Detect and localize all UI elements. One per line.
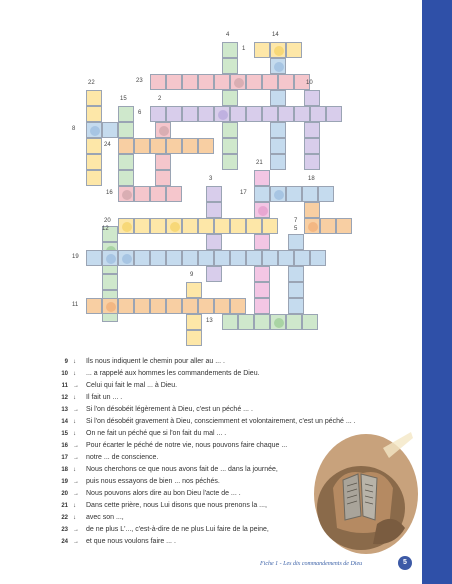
letter-marker-dot — [170, 222, 180, 232]
word-13-cell[interactable] — [286, 314, 302, 330]
word-5-cell[interactable] — [288, 234, 304, 250]
clue-number-label: 1 — [242, 46, 246, 52]
word-19-cell[interactable] — [182, 250, 198, 266]
word-17-cell[interactable] — [286, 186, 302, 202]
word-23-cell[interactable] — [278, 74, 294, 90]
clue-number: 24 — [61, 539, 68, 545]
word-11-cell[interactable] — [150, 298, 166, 314]
word-19-cell[interactable] — [118, 250, 134, 266]
word-5-cell[interactable] — [288, 282, 304, 298]
clue-text: Celui qui fait le mal ... à Dieu. — [86, 382, 178, 389]
word-24-cell[interactable] — [118, 138, 134, 154]
clue-text: Ils nous indiquent le chemin pour aller au ... . — [86, 358, 225, 365]
word-12-cell[interactable] — [102, 274, 118, 290]
letter-marker-dot — [274, 190, 284, 200]
word-15-cell[interactable] — [118, 106, 134, 122]
clue-direction-icon: ↓ — [73, 419, 76, 425]
word-17-cell[interactable] — [318, 186, 334, 202]
letter-marker-dot — [274, 318, 284, 328]
letter-marker-dot — [218, 110, 228, 120]
word-1-cell[interactable] — [270, 42, 286, 58]
clue-row — [52, 404, 352, 416]
clue-row — [52, 368, 352, 380]
clue-number-label: 13 — [206, 318, 213, 324]
word-14-cell[interactable] — [270, 138, 286, 154]
clue-number: 16 — [61, 443, 68, 449]
clue-number-label: 6 — [138, 110, 142, 116]
clue-number-label: 8 — [72, 126, 76, 132]
word-11-cell[interactable] — [102, 298, 118, 314]
word-11-cell[interactable] — [198, 298, 214, 314]
word-6-cell[interactable] — [294, 106, 310, 122]
word-21-cell[interactable] — [254, 266, 270, 282]
clue-direction-icon: ↓ — [73, 467, 76, 473]
word-17-cell[interactable] — [254, 186, 270, 202]
clue-number-label: 16 — [106, 190, 113, 196]
clue-direction-icon: → — [73, 383, 79, 389]
footer-title: Fiche 1 - Les dix commandements de Dieu — [260, 561, 363, 567]
clue-number: 15 — [61, 431, 68, 437]
word-19-cell[interactable] — [214, 250, 230, 266]
word-6-cell[interactable] — [150, 106, 166, 122]
clue-number: 9 — [64, 359, 68, 365]
letter-marker-dot — [274, 62, 284, 72]
clue-row — [52, 380, 352, 392]
letter-marker-dot — [234, 78, 244, 88]
word-20-cell[interactable] — [246, 218, 262, 234]
clue-row — [52, 392, 352, 404]
clue-number-label: 4 — [226, 32, 230, 38]
word-22-cell[interactable] — [86, 90, 102, 106]
letter-marker-dot — [106, 302, 116, 312]
clue-text: notre ... de conscience. — [86, 454, 159, 461]
clue-text: Si l'on désobéit légèrement à Dieu, c'est un péché ... . — [86, 406, 253, 413]
clue-row — [52, 512, 352, 524]
word-5-cell[interactable] — [288, 298, 304, 314]
clue-number-label: 5 — [294, 226, 298, 232]
word-7-cell[interactable] — [320, 218, 336, 234]
word-4-cell[interactable] — [222, 90, 238, 106]
word-24-cell[interactable] — [166, 138, 182, 154]
clue-number-label: 14 — [272, 32, 279, 38]
word-19-cell[interactable] — [102, 250, 118, 266]
word-23-cell[interactable] — [230, 74, 246, 90]
clue-direction-icon: ↓ — [73, 395, 76, 401]
word-17-cell[interactable] — [302, 186, 318, 202]
word-4-cell[interactable] — [222, 138, 238, 154]
word-17-cell[interactable] — [270, 186, 286, 202]
word-3-cell[interactable] — [206, 234, 222, 250]
clue-direction-icon: → — [73, 539, 79, 545]
clue-row — [52, 464, 352, 476]
clue-row — [52, 524, 352, 536]
word-19-cell[interactable] — [278, 250, 294, 266]
clue-direction-icon: → — [73, 455, 79, 461]
clue-text: Il fait un ... . — [86, 394, 123, 401]
clue-direction-icon: ↓ — [73, 431, 76, 437]
clue-number-label: 24 — [104, 142, 111, 148]
clue-row — [52, 476, 352, 488]
clue-direction-icon: → — [73, 527, 79, 533]
word-10-cell[interactable] — [304, 90, 320, 106]
clue-number-label: 3 — [209, 176, 213, 182]
clue-direction-icon: ↓ — [73, 515, 76, 521]
word-19-cell[interactable] — [198, 250, 214, 266]
word-9-cell[interactable] — [186, 330, 202, 346]
word-1-cell[interactable] — [254, 42, 270, 58]
clue-number: 19 — [61, 479, 68, 485]
word-19-cell[interactable] — [166, 250, 182, 266]
clue-row — [52, 416, 356, 428]
word-11-cell[interactable] — [134, 298, 150, 314]
word-20-cell[interactable] — [166, 218, 182, 234]
word-6-cell[interactable] — [182, 106, 198, 122]
clue-number: 13 — [61, 407, 68, 413]
clue-direction-icon: → — [73, 443, 79, 449]
word-24-cell[interactable] — [134, 138, 150, 154]
word-7-cell[interactable] — [304, 218, 320, 234]
word-14-cell[interactable] — [270, 90, 286, 106]
word-22-cell[interactable] — [86, 154, 102, 170]
word-11-cell[interactable] — [86, 298, 102, 314]
word-24-cell[interactable] — [182, 138, 198, 154]
word-4-cell[interactable] — [222, 42, 238, 58]
word-23-cell[interactable] — [262, 74, 278, 90]
moses-tablets-illustration — [313, 428, 420, 555]
word-6-cell[interactable] — [214, 106, 230, 122]
word-21-cell[interactable] — [254, 234, 270, 250]
word-20-cell[interactable] — [262, 218, 278, 234]
word-21-cell[interactable] — [254, 202, 270, 218]
word-22-cell[interactable] — [86, 138, 102, 154]
letter-marker-dot — [122, 190, 132, 200]
word-15-cell[interactable] — [118, 154, 134, 170]
letter-marker-dot — [159, 126, 169, 136]
word-23-cell[interactable] — [198, 74, 214, 90]
word-4-cell[interactable] — [222, 122, 238, 138]
word-6-cell[interactable] — [246, 106, 262, 122]
word-6-cell[interactable] — [326, 106, 342, 122]
clue-number-label: 17 — [240, 190, 247, 196]
letter-marker-dot — [308, 222, 318, 232]
clue-direction-icon: → — [73, 407, 79, 413]
word-2-cell[interactable] — [155, 154, 171, 170]
clue-number-label: 2 — [158, 96, 162, 102]
word-14-cell[interactable] — [270, 58, 286, 74]
word-11-cell[interactable] — [166, 298, 182, 314]
word-19-cell[interactable] — [246, 250, 262, 266]
clue-row — [52, 536, 352, 548]
word-11-cell[interactable] — [118, 298, 134, 314]
word-20-cell[interactable] — [182, 218, 198, 234]
word-13-cell[interactable] — [254, 314, 270, 330]
word-13-cell[interactable] — [238, 314, 254, 330]
clue-row — [52, 500, 352, 512]
clue-number: 12 — [61, 395, 68, 401]
clue-text: Si l'on désobéit gravement à Dieu, consciemment et volontairement, c'est un péché ... . — [86, 418, 356, 425]
clue-row — [52, 440, 352, 452]
word-9-cell[interactable] — [186, 282, 202, 298]
letter-marker-dot — [90, 126, 100, 136]
word-20-cell[interactable] — [198, 218, 214, 234]
clue-number: 11 — [61, 383, 68, 389]
word-3-cell[interactable] — [206, 202, 222, 218]
clue-text: ... a rappelé aux hommes les commandements de Dieu. — [86, 370, 260, 377]
word-4-cell[interactable] — [222, 154, 238, 170]
word-23-cell[interactable] — [214, 74, 230, 90]
word-24-cell[interactable] — [198, 138, 214, 154]
letter-marker-dot — [122, 222, 132, 232]
letter-marker-dot — [122, 254, 132, 264]
clue-number: 20 — [61, 491, 68, 497]
clue-row — [52, 356, 352, 368]
letter-marker-dot — [258, 206, 268, 216]
word-20-cell[interactable] — [118, 218, 134, 234]
clue-number-label: 22 — [88, 80, 95, 86]
clue-text: et que nous voulons faire ... . — [86, 538, 176, 545]
word-19-cell[interactable] — [310, 250, 326, 266]
page-number-badge: 5 — [398, 556, 412, 570]
word-9-cell[interactable] — [186, 314, 202, 330]
clue-text: Pour écarter le péché de notre vie, nous pouvons faire chaque ... — [86, 442, 288, 449]
clue-direction-icon: ↓ — [73, 503, 76, 509]
word-16-cell[interactable] — [134, 186, 150, 202]
word-10-cell[interactable] — [304, 122, 320, 138]
word-14-cell[interactable] — [270, 122, 286, 138]
word-10-cell[interactable] — [304, 154, 320, 170]
word-24-cell[interactable] — [150, 138, 166, 154]
word-13-cell[interactable] — [302, 314, 318, 330]
word-19-cell[interactable] — [262, 250, 278, 266]
clue-direction-icon: ↓ — [73, 371, 76, 377]
word-11-cell[interactable] — [214, 298, 230, 314]
word-19-cell[interactable] — [150, 250, 166, 266]
word-6-cell[interactable] — [166, 106, 182, 122]
word-15-cell[interactable] — [118, 170, 134, 186]
word-22-cell[interactable] — [86, 106, 102, 122]
word-8-cell[interactable] — [102, 122, 118, 138]
word-13-cell[interactable] — [222, 314, 238, 330]
clue-number-label: 9 — [190, 272, 194, 278]
word-2-cell[interactable] — [155, 122, 171, 138]
word-20-cell[interactable] — [230, 218, 246, 234]
clue-number-label: 23 — [136, 78, 143, 84]
word-3-cell[interactable] — [206, 186, 222, 202]
word-5-cell[interactable] — [288, 266, 304, 282]
word-10-cell[interactable] — [304, 138, 320, 154]
word-22-cell[interactable] — [86, 170, 102, 186]
word-6-cell[interactable] — [262, 106, 278, 122]
clue-direction-icon: → — [73, 479, 79, 485]
page-sidebar-band — [422, 0, 452, 584]
clue-number-label: 19 — [72, 254, 79, 260]
word-3-cell[interactable] — [206, 266, 222, 282]
clue-number: 21 — [61, 503, 68, 509]
word-20-cell[interactable] — [214, 218, 230, 234]
clue-number: 22 — [61, 515, 68, 521]
word-20-cell[interactable] — [150, 218, 166, 234]
clue-row — [52, 428, 352, 440]
word-18-cell[interactable] — [304, 202, 320, 218]
word-16-cell[interactable] — [166, 186, 182, 202]
clue-number: 18 — [61, 467, 68, 473]
clue-direction-icon: ↓ — [73, 359, 76, 365]
clue-number-label: 20 — [104, 218, 111, 224]
clue-text: On ne fait un péché que si l'on fait du mal ... . — [86, 430, 227, 437]
clue-text: puis nous essayons de bien ... nos péchés. — [86, 478, 220, 485]
word-23-cell[interactable] — [246, 74, 262, 90]
word-2-cell[interactable] — [155, 170, 171, 186]
word-6-cell[interactable] — [230, 106, 246, 122]
clue-direction-icon: → — [73, 491, 79, 497]
word-21-cell[interactable] — [254, 298, 270, 314]
word-19-cell[interactable] — [134, 250, 150, 266]
word-7-cell[interactable] — [336, 218, 352, 234]
word-21-cell[interactable] — [254, 282, 270, 298]
clue-number: 23 — [61, 527, 68, 533]
clue-row — [52, 488, 352, 500]
clue-number-label: 18 — [308, 176, 315, 182]
clue-number: 17 — [61, 455, 68, 461]
clue-row — [52, 452, 352, 464]
word-15-cell[interactable] — [118, 122, 134, 138]
clue-number-label: 10 — [306, 80, 313, 86]
word-6-cell[interactable] — [198, 106, 214, 122]
clue-number-label: 12 — [102, 226, 109, 232]
word-8-cell[interactable] — [86, 122, 102, 138]
clue-text: Nous pouvons alors dire au bon Dieu l'acte de ... . — [86, 490, 241, 497]
word-6-cell[interactable] — [278, 106, 294, 122]
word-19-cell[interactable] — [230, 250, 246, 266]
clue-number-label: 21 — [256, 160, 263, 166]
word-13-cell[interactable] — [270, 314, 286, 330]
word-4-cell[interactable] — [222, 58, 238, 74]
letter-marker-dot — [106, 254, 116, 264]
word-20-cell[interactable] — [134, 218, 150, 234]
word-14-cell[interactable] — [270, 154, 286, 170]
word-23-cell[interactable] — [150, 74, 166, 90]
word-23-cell[interactable] — [166, 74, 182, 90]
word-6-cell[interactable] — [310, 106, 326, 122]
word-11-cell[interactable] — [182, 298, 198, 314]
word-16-cell[interactable] — [150, 186, 166, 202]
word-16-cell[interactable] — [118, 186, 134, 202]
word-11-cell[interactable] — [230, 298, 246, 314]
word-19-cell[interactable] — [294, 250, 310, 266]
word-19-cell[interactable] — [86, 250, 102, 266]
clue-number-label: 11 — [72, 302, 79, 308]
letter-marker-dot — [274, 46, 284, 56]
clue-number: 14 — [61, 419, 68, 425]
clue-text: de ne plus L'..., c'est-à-dire de ne plus Lui faire de la peine, — [86, 526, 269, 533]
clue-number-label: 15 — [120, 96, 127, 102]
clue-text: Nous cherchons ce que nous avons fait de ... dans la journée, — [86, 466, 278, 473]
clue-text: avec son ..., — [86, 514, 124, 521]
clue-number-label: 7 — [294, 218, 298, 224]
clue-number: 10 — [61, 371, 68, 377]
word-23-cell[interactable] — [182, 74, 198, 90]
word-1-cell[interactable] — [286, 42, 302, 58]
clue-text: Dans cette prière, nous Lui disons que nous prenons la ..., — [86, 502, 267, 509]
word-21-cell[interactable] — [254, 170, 270, 186]
